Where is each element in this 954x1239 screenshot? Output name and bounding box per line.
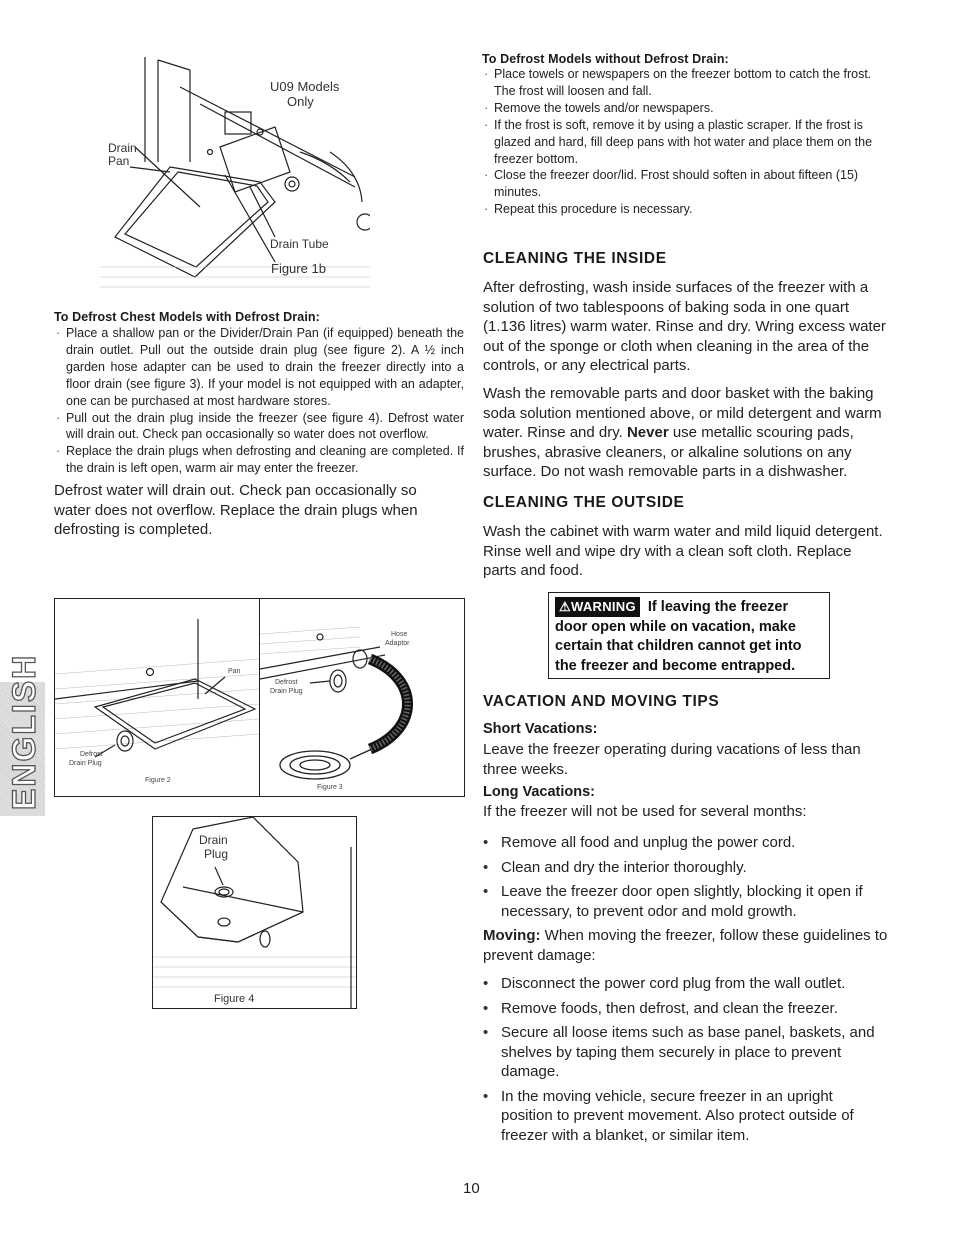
- list-item: • Disconnect the power cord plug from the wall outlet.: [483, 974, 883, 994]
- left-paragraph: Defrost water will drain out. Check pan occasionally so water does not overflow. Replace the drain plugs when defrosting is completed.: [54, 482, 418, 539]
- cleaning-outside-p: Wash the cabinet with warm water and mild liquid detergent. Rinse well and wipe dry with a clean soft cloth. Replace parts and food.: [483, 523, 883, 579]
- cleaning-inside-p2-text: Wash the removable parts and door basket with the baking soda solution mentioned above, or mild detergent and warm water. Rinse and dry.: [483, 385, 882, 441]
- list-item: • Remove foods, then defrost, and clean the freezer.: [483, 999, 883, 1019]
- warning-badge: ⚠WARNING: [555, 597, 640, 617]
- list-item: · Repeat this procedure is necessary.: [482, 201, 892, 218]
- cleaning-inside-p2-text-end: use metallic scouring pads, brushes, abrasive cleaners, or alkaline solutions on any surface. Do not wash removable parts in a dishwasher.: [483, 424, 854, 480]
- figure-1b-caption: Figure 1b: [271, 261, 326, 276]
- figure-1b-drain-tube-label: Drain Tube: [270, 237, 329, 251]
- figure-4-caption: Figure 4: [214, 993, 255, 1005]
- figure-2-plug-label-1: Defrost: [80, 751, 103, 758]
- figure-3-caption: Figure 3: [317, 784, 343, 791]
- side-tab-label: ENGLISH: [6, 653, 42, 810]
- right-heading: To Defrost Models without Defrost Drain:: [482, 52, 729, 66]
- vacation-title: VACATION AND MOVING TIPS: [483, 693, 720, 710]
- figure-1b-drain-label: Drain: [108, 141, 137, 155]
- figure-2-pan-label: Pan: [228, 668, 241, 675]
- list-item: • Clean and dry the interior thoroughly.: [483, 858, 883, 878]
- figure-4-label-2: Plug: [204, 847, 229, 861]
- list-item: · Replace the drain plugs when defrosting and cleaning are completed. If the drain is left open, warm air may enter the freezer.: [54, 443, 464, 477]
- list-item: • In the moving vehicle, secure freezer in an upright position to prevent movement. Also protect outside of freezer with a blanket, or similar item.: [483, 1087, 883, 1146]
- short-vacations-title: Short Vacations:: [483, 721, 598, 737]
- list-item: · If the frost is soft, remove it by using a plastic scraper. If the frost is glazed and hard, fill deep pans with hot water and place them on the freezer bottom.: [482, 117, 892, 168]
- list-item: · Pull out the drain plug inside the freezer (see figure 4). Defrost water will drain out. Check pan occasionally so water does not overflow.: [54, 410, 464, 444]
- left-defrost-section: [54, 310, 464, 540]
- figure-1b-pan-label: Pan: [108, 154, 130, 168]
- right-defrost-section: [482, 52, 892, 218]
- language-side-tab: [0, 653, 45, 816]
- list-item: • Leave the freezer door open slightly, blocking it open if necessary, to prevent odor and mold growth.: [483, 882, 883, 921]
- figure-3-hose-label-1: Hose: [391, 631, 408, 638]
- warning-box: [548, 592, 830, 679]
- short-vacations-p: Leave the freezer operating during vacations of less than three weeks.: [483, 741, 861, 778]
- figure-2-plug-label-2: Drain Plug: [69, 760, 102, 767]
- list-item: • Remove all food and unplug the power cord.: [483, 833, 883, 853]
- long-vacations-title: Long Vacations:: [483, 784, 595, 800]
- moving-label: Moving:: [483, 927, 541, 944]
- figure-3-hose-label-2: Adaptor: [385, 640, 410, 647]
- long-vacations-p: If the freezer will not be used for several months:: [483, 803, 807, 820]
- warning-badge-label: WARNING: [570, 599, 636, 614]
- page-number: 10: [463, 1180, 480, 1197]
- cleaning-inside-p2: [483, 384, 891, 482]
- figure-4-label-1: Drain: [199, 833, 228, 847]
- moving-list: [483, 974, 883, 1150]
- cleaning-inside-p1: After defrosting, wash inside surfaces of the freezer with a solution of two tablespoons of baking soda in one quart (1.136 litres) warm water. Rinse and dry. Wring excess water out of the sponge or cloth when cleaning in the area of the controls, or any electrical parts.: [483, 279, 886, 374]
- list-item: • Secure all loose items such as base panel, baskets, and shelves by taping them securely in place to prevent damage.: [483, 1023, 883, 1082]
- list-item: · Place a shallow pan or the Divider/Drain Pan (if equipped) beneath the drain outlet. Pull out the outside drain plug (see figure 2). A ½ inch garden hose adapter can be used to drain the freezer directly into a floor drain (see figure 3). If your model is not equipped with an adapter, one can be purchased at most hardware stores.: [54, 325, 464, 410]
- figures-2-3-box: [54, 598, 465, 797]
- figure-1b-title-line2: Only: [287, 94, 314, 109]
- figure-3-plug-label-2: Drain Plug: [270, 688, 303, 695]
- figure-3-illustration: [260, 599, 464, 796]
- figure-1b: [100, 52, 370, 292]
- cleaning-inside-title: CLEANING THE INSIDE: [483, 250, 667, 267]
- right-list: [482, 66, 892, 218]
- moving-text: When moving the freezer, follow these guidelines to prevent damage:: [483, 927, 888, 964]
- left-list: [54, 325, 464, 477]
- list-item: · Remove the towels and/or newspapers.: [482, 100, 892, 117]
- figure-2-caption: Figure 2: [145, 777, 171, 784]
- warning-text-block: [549, 593, 829, 676]
- never-emphasis: Never: [626, 424, 669, 441]
- cleaning-outside-title: CLEANING THE OUTSIDE: [483, 494, 685, 511]
- figure-4: [152, 816, 357, 1009]
- list-item: · Place towels or newspapers on the freezer bottom to catch the frost. The frost will loosen and fall.: [482, 66, 892, 100]
- moving-paragraph: [483, 926, 893, 965]
- figure-1b-title-line1: U09 Models: [270, 79, 340, 94]
- long-vacations-list: [483, 833, 883, 926]
- list-item: · Close the freezer door/lid. Frost should soften in about fifteen (15) minutes.: [482, 167, 892, 201]
- warning-text: If leaving the freezer door open while on vacation, make certain that children cannot get into the freezer and become entrapped.: [555, 599, 802, 674]
- figure-4-illustration: [153, 817, 356, 1008]
- left-heading: To Defrost Chest Models with Defrost Drain:: [54, 310, 320, 324]
- figure-3-plug-label-1: Defrost: [275, 679, 298, 686]
